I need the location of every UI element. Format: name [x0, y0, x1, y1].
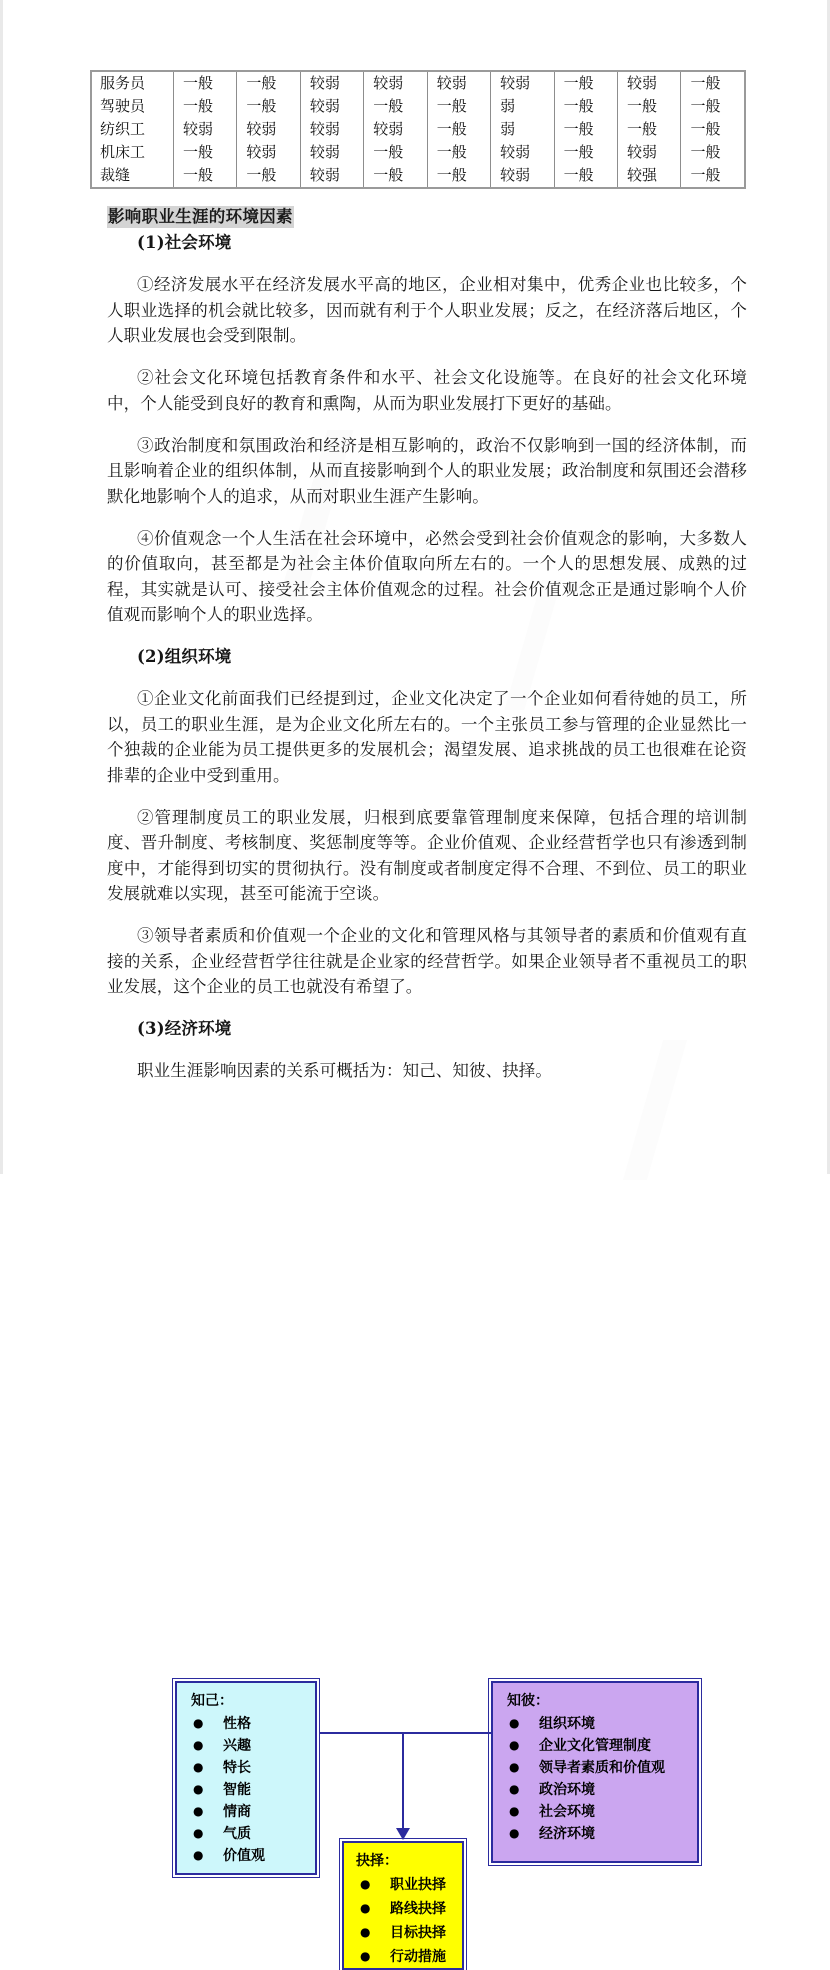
rating-cell: 一般 [427, 95, 490, 118]
diagram-box-decision [342, 1841, 464, 1970]
connector-vertical [402, 1732, 404, 1832]
rating-cell: 一般 [173, 164, 236, 188]
box-title-know-self: 知己： [191, 1693, 233, 1709]
box-title-know-environment: 知彼： [507, 1693, 549, 1709]
section-heading-wrap [107, 206, 747, 228]
rating-cell: 一般 [681, 141, 745, 164]
rating-cell: 较弱 [364, 118, 427, 141]
occupation-label: 机床工 [91, 141, 173, 164]
connector-horizontal [319, 1732, 491, 1734]
table-row [91, 95, 745, 118]
rating-cell: 较弱 [491, 141, 554, 164]
rating-cell: 较弱 [237, 118, 300, 141]
list-item: ● 经济环境 [509, 1823, 697, 1845]
rating-cell: 一般 [681, 164, 745, 188]
paragraph-values: ④价值观念一个人生活在社会环境中，必然会受到社会价值观念的影响，大多数人的价值取向，甚至都是为社会主体价值取向所左右的。一个人的思想发展、成熟的过程，其实就是认可、接受社会主体价值观念的过程。社会价值观念正是通过影响个人价值观而影响个人的职业选择。 [107, 528, 747, 624]
box-list-know-environment [493, 1713, 697, 1845]
box-title-decision: 抉择： [356, 1853, 398, 1869]
rating-cell: 较弱 [491, 71, 554, 95]
list-item: ● 目标抉择 [360, 1921, 462, 1945]
subsection-heading-economic: (3)经济环境 [137, 1019, 232, 1038]
rating-cell: 较弱 [173, 118, 236, 141]
rating-cell: 一般 [237, 71, 300, 95]
rating-cell: 一般 [554, 95, 617, 118]
table-row [91, 141, 745, 164]
list-item: ● 职业抉择 [360, 1873, 462, 1897]
table-row [91, 164, 745, 188]
list-item: ● 政治环境 [509, 1779, 697, 1801]
rating-cell: 较弱 [427, 71, 490, 95]
rating-cell: 一般 [364, 95, 427, 118]
rating-cell: 一般 [173, 71, 236, 95]
rating-cell: 较弱 [300, 164, 363, 188]
rating-cell: 一般 [681, 71, 745, 95]
occupation-label: 服务员 [91, 71, 173, 95]
rating-cell: 一般 [427, 141, 490, 164]
rating-cell: 较弱 [237, 141, 300, 164]
subsection-heading-organization: (2)组织环境 [137, 647, 232, 666]
rating-cell: 较弱 [300, 141, 363, 164]
occupation-label: 裁缝 [91, 164, 173, 188]
paragraph-corporate-culture: ①企业文化前面我们已经提到过，企业文化决定了一个企业如何看待她的员工，所以，员工的职业生涯，是为企业文化所左右的。一个主张员工参与管理的企业显然比一个独裁的企业能为员工提供更多的发展机会；渴望发展、追求挑战的员工也很难在论资排辈的企业中受到重用。 [107, 689, 747, 785]
arrow-head-icon [396, 1828, 410, 1840]
paragraph-political-system: ③政治制度和氛围政治和经济是相互影响的，政治不仅影响到一国的经济体制，而且影响着企业的组织体制，从而直接影响到个人的职业发展；政治制度和氛围还会潜移默化地影响个人的追求，从而对职业生涯产生影响。 [107, 435, 747, 506]
table-row [91, 71, 745, 95]
rating-cell: 一般 [554, 164, 617, 188]
list-item: ● 性格 [193, 1713, 315, 1735]
rating-cell: 一般 [364, 141, 427, 164]
rating-cell: 较弱 [300, 71, 363, 95]
rating-cell: 较弱 [618, 141, 681, 164]
list-item: ● 企业文化管理制度 [509, 1735, 697, 1757]
paragraph-economic-level: ①经济发展水平在经济发展水平高的地区，企业相对集中，优秀企业也比较多，个人职业选择的机会就比较多，因而就有利于个人职业发展；反之，在经济落后地区，个人职业发展也会受到限制。 [107, 275, 747, 345]
rating-cell: 一般 [173, 141, 236, 164]
subsection-heading-social: (1)社会环境 [137, 233, 232, 252]
list-item: ● 组织环境 [509, 1713, 697, 1735]
occupation-label: 纺织工 [91, 118, 173, 141]
box-list-know-self [177, 1713, 315, 1867]
list-item: ● 价值观 [193, 1845, 315, 1867]
rating-cell: 一般 [618, 118, 681, 141]
list-item: ● 智能 [193, 1779, 315, 1801]
rating-cell: 弱 [491, 95, 554, 118]
occupation-label: 驾驶员 [91, 95, 173, 118]
paragraph-summary: 职业生涯影响因素的关系可概括为：知己、知彼、抉择。 [137, 1061, 552, 1080]
list-item: ● 社会环境 [509, 1801, 697, 1823]
rating-cell: 较弱 [300, 95, 363, 118]
page-title: 影响职业生涯的环境因素 [108, 207, 293, 226]
rating-cell: 一般 [681, 118, 745, 141]
rating-cell: 较弱 [364, 71, 427, 95]
rating-cell: 一般 [681, 95, 745, 118]
box-list-decision [344, 1873, 462, 1969]
list-item: ● 气质 [193, 1823, 315, 1845]
occupation-rating-table [90, 70, 746, 189]
rating-cell: 一般 [554, 118, 617, 141]
paragraph-leader-quality: ③领导者素质和价值观一个企业的文化和管理风格与其领导者的素质和价值观有直接的关系，企业经营哲学往往就是企业家的经营哲学。如果企业领导者不重视员工的职业发展，这个企业的员工也就没有希望了。 [107, 926, 747, 996]
rating-cell: 较强 [618, 164, 681, 188]
rating-cell: 一般 [173, 95, 236, 118]
rating-cell: 一般 [554, 141, 617, 164]
diagram-box-know-environment [491, 1681, 699, 1863]
rating-cell: 一般 [618, 95, 681, 118]
table-row [91, 118, 745, 141]
paragraph-social-culture: ②社会文化环境包括教育条件和水平、社会文化设施等。在良好的社会文化环境中，个人能受到良好的教育和熏陶，从而为职业发展打下更好的基础。 [107, 368, 747, 413]
rating-cell: 一般 [237, 95, 300, 118]
list-item: ● 情商 [193, 1801, 315, 1823]
diagram-box-know-self [175, 1681, 317, 1875]
rating-cell: 一般 [364, 164, 427, 188]
list-item: ● 特长 [193, 1757, 315, 1779]
career-factors-diagram [3, 836, 830, 1965]
list-item: ● 行动措施 [360, 1945, 462, 1969]
list-item: ● 领导者素质和价值观 [509, 1757, 697, 1779]
rating-cell: 一般 [427, 118, 490, 141]
rating-cell: 一般 [427, 164, 490, 188]
rating-cell: 一般 [237, 164, 300, 188]
paragraph-management-system: ②管理制度员工的职业发展，归根到底要靠管理制度来保障，包括合理的培训制度、晋升制度、考核制度、奖惩制度等等。企业价值观、企业经营哲学也只有渗透到制度中，才能得到切实的贯彻执行。没有制度或者制度定得不合理、不到位、员工的职业发展就难以实现，甚至可能流于空谈。 [107, 807, 747, 903]
rating-cell: 一般 [554, 71, 617, 95]
list-item: ● 兴趣 [193, 1735, 315, 1757]
rating-cell: 较弱 [618, 71, 681, 95]
list-item: ● 路线抉择 [360, 1897, 462, 1921]
rating-cell: 弱 [491, 118, 554, 141]
rating-cell: 较弱 [491, 164, 554, 188]
rating-cell: 较弱 [300, 118, 363, 141]
